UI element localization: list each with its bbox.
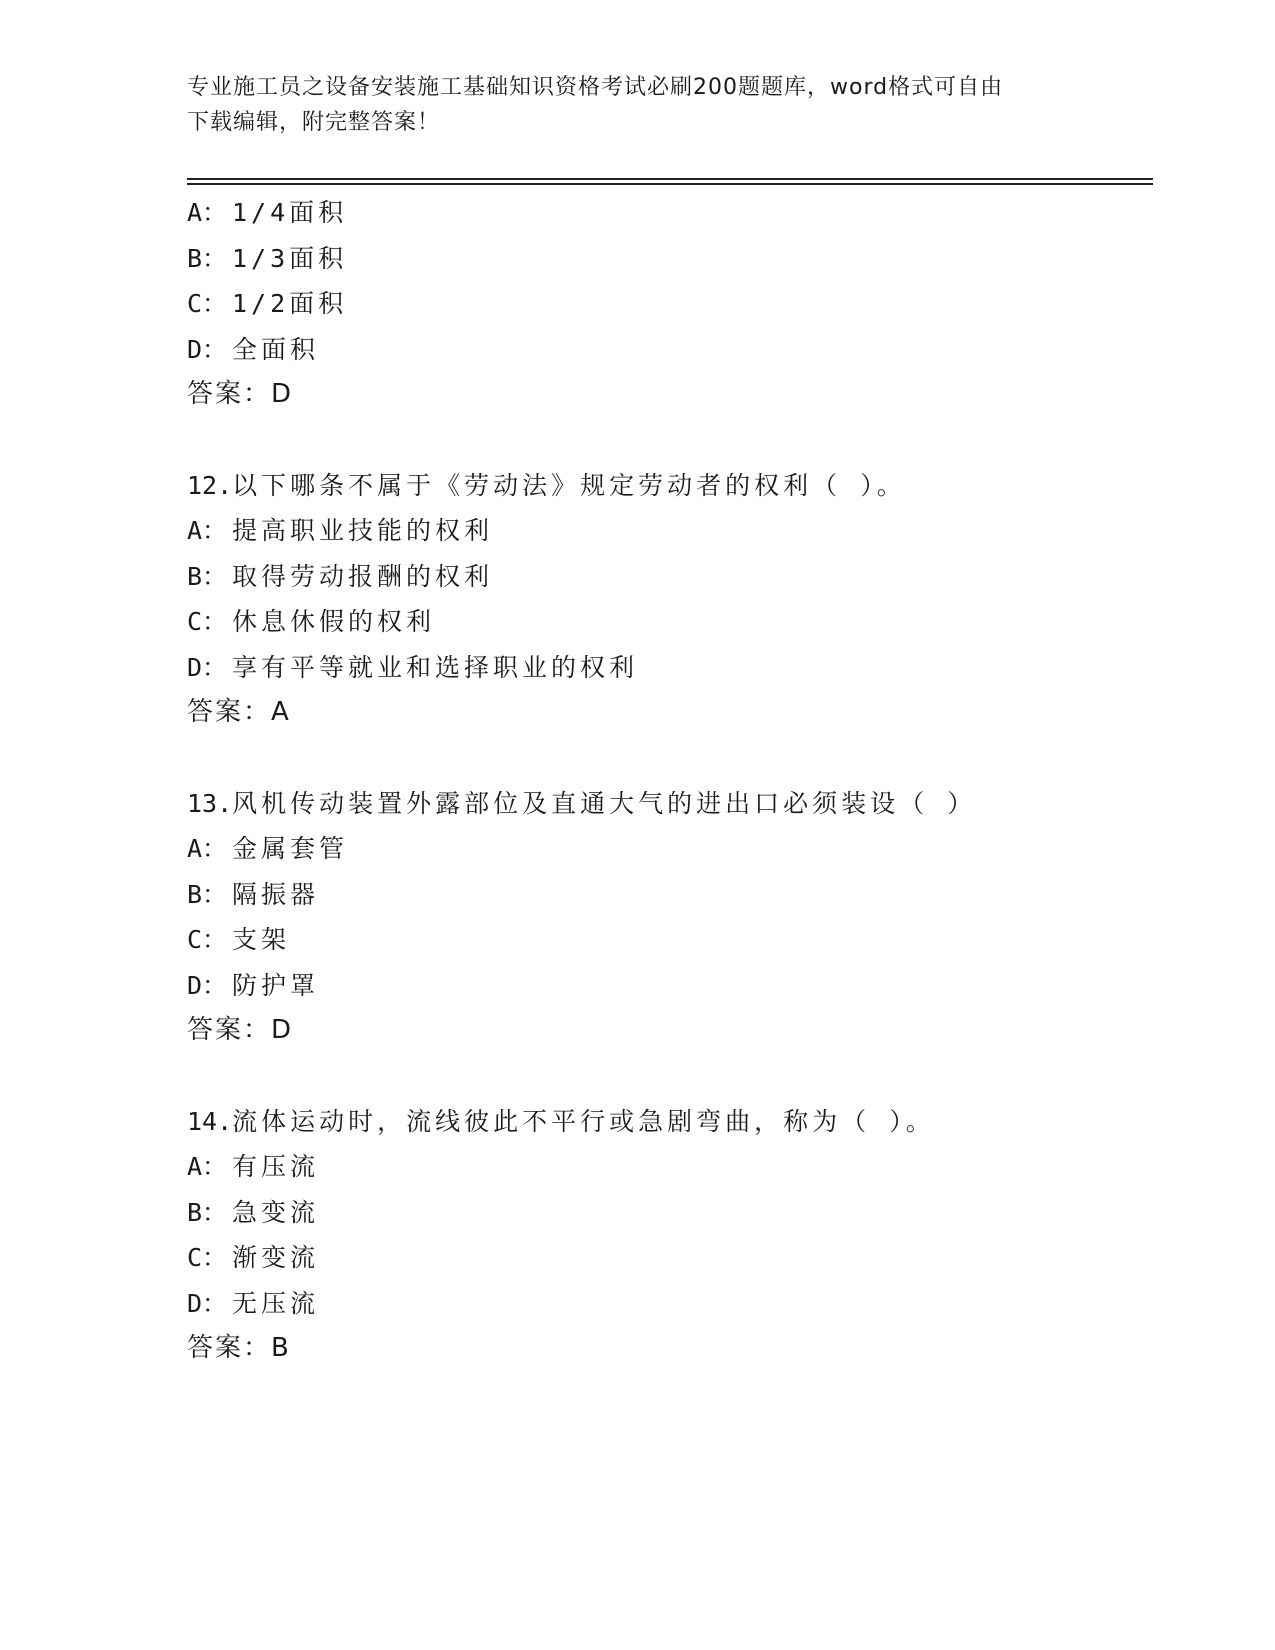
question-text: 风机传动装置外露部位及直通大气的进出口必须装设（ ） <box>232 788 977 818</box>
option-letter: A： <box>187 516 228 545</box>
header-line-1: 专业施工员之设备安装施工基础知识资格考试必刷200题题库，word格式可自由 <box>187 75 1004 100</box>
option-text: 支架 <box>232 925 291 954</box>
option-text: 急变流 <box>232 1197 320 1227</box>
question-text: 以下哪条不属于《劳动法》规定劳动者的权利（ ）。 <box>232 470 906 500</box>
option-letter: C： <box>187 607 228 636</box>
option-letter: A： <box>187 198 228 227</box>
question-14 <box>187 1099 1147 1372</box>
option-text: 无压流 <box>232 1288 320 1318</box>
option-c <box>187 917 1147 963</box>
option-letter: D： <box>187 970 228 1000</box>
option-b <box>187 236 1147 282</box>
option-letter: C： <box>187 925 228 954</box>
question-number: 14. <box>187 1106 233 1136</box>
option-d <box>187 963 1147 1009</box>
option-letter: C： <box>187 1243 228 1272</box>
option-c <box>187 599 1147 645</box>
option-text: 休息休假的权利 <box>232 607 436 636</box>
question-list <box>187 190 1147 1372</box>
option-d <box>187 645 1147 691</box>
option-b <box>187 1190 1147 1236</box>
question-11 <box>187 190 1147 418</box>
answer: 答案：B <box>187 1333 291 1363</box>
question-number: 12. <box>187 470 233 500</box>
question-12 <box>187 463 1147 736</box>
option-text: 有压流 <box>232 1152 320 1181</box>
option-text: 取得劳动报酬的权利 <box>232 561 494 591</box>
option-text: 享有平等就业和选择职业的权利 <box>232 652 639 682</box>
option-a <box>187 1144 1147 1190</box>
question-stem <box>187 1099 1147 1145</box>
header-divider-bottom <box>187 183 1153 185</box>
option-text: 隔振器 <box>232 879 320 909</box>
question-number: 13. <box>187 788 233 818</box>
question-text: 流体运动时，流线彼此不平行或急剧弯曲，称为（ ）。 <box>232 1106 935 1136</box>
option-letter: A： <box>187 834 228 863</box>
option-letter: C： <box>187 289 228 318</box>
option-letter: B： <box>187 561 228 591</box>
option-letter: D： <box>187 334 228 364</box>
answer: 答案：D <box>187 1015 294 1045</box>
option-letter: A： <box>187 1152 228 1181</box>
option-b <box>187 554 1147 600</box>
header-divider-top <box>187 178 1153 180</box>
option-text: 1/4面积 <box>232 198 348 227</box>
question-stem <box>187 463 1147 509</box>
option-text: 防护罩 <box>232 970 320 1000</box>
option-text: 提高职业技能的权利 <box>232 516 494 545</box>
question-13 <box>187 781 1147 1054</box>
document-header <box>187 70 1087 140</box>
option-letter: B： <box>187 879 228 909</box>
answer: 答案：A <box>187 697 291 727</box>
option-c <box>187 1235 1147 1281</box>
header-line-2: 下载编辑，附完整答案！ <box>187 110 441 135</box>
option-b <box>187 872 1147 918</box>
option-c <box>187 281 1147 327</box>
option-a <box>187 826 1147 872</box>
option-d <box>187 327 1147 373</box>
option-a <box>187 508 1147 554</box>
option-text: 1/3面积 <box>232 243 348 273</box>
answer: 答案：D <box>187 379 294 409</box>
option-text: 1/2面积 <box>232 289 348 318</box>
option-text: 全面积 <box>232 334 320 364</box>
option-letter: D： <box>187 1288 228 1318</box>
option-d <box>187 1281 1147 1327</box>
question-stem <box>187 781 1147 827</box>
option-text: 渐变流 <box>232 1243 320 1272</box>
option-letter: B： <box>187 243 228 273</box>
option-letter: B： <box>187 1197 228 1227</box>
option-text: 金属套管 <box>232 834 349 863</box>
option-letter: D： <box>187 652 228 682</box>
option-a <box>187 190 1147 236</box>
